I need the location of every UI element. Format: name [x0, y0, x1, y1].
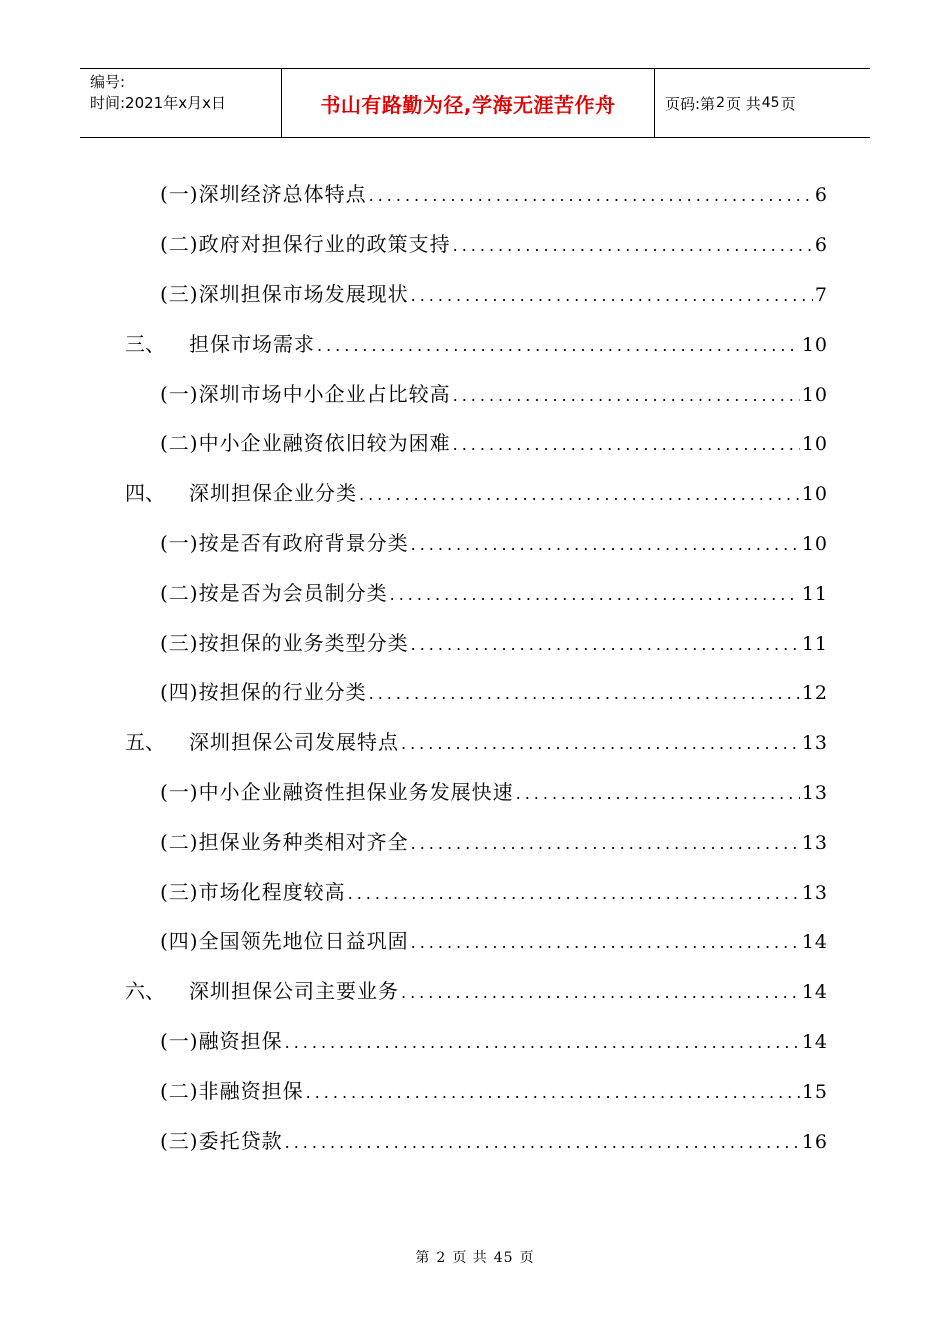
toc-entry-line: [160, 278, 828, 307]
toc-entry-line: [160, 178, 828, 207]
toc-dot-leader: [369, 186, 813, 205]
toc-entry-title: 深圳担保公司发展特点: [189, 730, 399, 755]
toc-entry-page: 10: [801, 333, 828, 356]
page-header: [80, 68, 870, 138]
toc-entry-title: (二)按是否为会员制分类: [160, 580, 388, 605]
toc-entry[interactable]: [0, 716, 950, 766]
toc-entry-title: (三)市场化程度较高: [160, 879, 346, 904]
toc-entry-page: 12: [801, 682, 828, 705]
toc-entry-page: 13: [801, 831, 828, 854]
toc-entry-line: [125, 975, 828, 1004]
toc-entry-page: 14: [801, 931, 828, 954]
toc-entry[interactable]: [0, 417, 950, 467]
header-motto: 书山有路勤为径,学海无涯苦作舟: [282, 69, 655, 137]
header-page-mid: 页 共: [725, 94, 761, 113]
header-meta: [80, 69, 282, 137]
toc-entry-line: [160, 776, 828, 805]
toc-entry[interactable]: [0, 666, 950, 716]
toc-entry-title: (三)委托贷款: [160, 1128, 283, 1153]
toc-dot-leader: [285, 1033, 800, 1052]
toc-entry-page: 14: [801, 981, 828, 1004]
toc-entry-title: (二)担保业务种类相对齐全: [160, 829, 409, 854]
toc-entry-line: [160, 527, 828, 556]
toc-entry-line: [160, 1075, 828, 1104]
toc-entry-title: (一)中小企业融资性担保业务发展快速: [160, 779, 514, 804]
toc-entry[interactable]: [0, 317, 950, 367]
toc-dot-leader: [411, 535, 800, 554]
toc-entry-line: [125, 328, 828, 357]
toc-entry-title: (一)按是否有政府背景分类: [160, 530, 409, 555]
toc-entry-page: 11: [801, 632, 828, 655]
toc-entry-line: [160, 228, 828, 257]
toc-entry-title: (四)全国领先地位日益巩固: [160, 929, 409, 954]
toc-entry-page: 10: [801, 433, 828, 456]
toc-entry-page: 15: [801, 1080, 828, 1103]
toc-entry[interactable]: [0, 566, 950, 616]
toc-dot-leader: [369, 684, 800, 703]
toc-entry[interactable]: [0, 517, 950, 567]
toc-entry-title: 深圳担保公司主要业务: [189, 979, 399, 1004]
toc-entry-title: (二)中小企业融资依旧较为困难: [160, 431, 451, 456]
document-time-label: 时间:2021年x月x日: [90, 94, 226, 112]
toc-entry-line: [125, 726, 828, 755]
toc-entry-page: 13: [801, 781, 828, 804]
toc-entry-title: (三)深圳担保市场发展现状: [160, 281, 409, 306]
toc-dot-leader: [453, 236, 813, 255]
toc-entry-line: [160, 427, 828, 456]
toc-dot-leader: [390, 585, 800, 604]
toc-entry[interactable]: [0, 367, 950, 417]
toc-entry-title: (二)政府对担保行业的政策支持: [160, 232, 451, 257]
toc-dot-leader: [401, 983, 800, 1002]
toc-entry[interactable]: [0, 915, 950, 965]
toc-entry[interactable]: [0, 1114, 950, 1164]
toc-entry-title: 担保市场需求: [189, 331, 315, 356]
toc-entry-line: [160, 1025, 828, 1054]
toc-entry-title: (三)按担保的业务类型分类: [160, 630, 409, 655]
toc-entry[interactable]: [0, 467, 950, 517]
toc-dot-leader: [411, 834, 800, 853]
footer-page-total: 45: [493, 1250, 514, 1266]
document-number-label: 编号:: [90, 73, 126, 91]
toc-entry[interactable]: [0, 766, 950, 816]
header-page-suffix: 页: [780, 94, 796, 113]
header-page-prefix: 页码:第: [665, 94, 716, 113]
toc-entry-title: (一)深圳市场中小企业占比较高: [160, 381, 451, 406]
toc-entry[interactable]: [0, 865, 950, 915]
toc-entry-number: 六、: [125, 979, 165, 1004]
toc-entry-number: 四、: [125, 481, 165, 506]
footer-prefix: 第: [415, 1250, 431, 1266]
toc-dot-leader: [411, 933, 800, 952]
toc-dot-leader: [411, 635, 800, 654]
toc-entry-page: 13: [801, 732, 828, 755]
toc-entry-page: 16: [801, 1130, 828, 1153]
toc-entry[interactable]: [0, 218, 950, 268]
page-footer: [0, 1247, 950, 1267]
toc-entry-page: 11: [801, 582, 828, 605]
footer-suffix: 页: [519, 1250, 535, 1266]
toc-entry-line: [160, 627, 828, 656]
toc-dot-leader: [411, 286, 813, 305]
toc-entry-line: [160, 378, 828, 407]
toc-entry[interactable]: [0, 1064, 950, 1114]
toc-entry-title: 深圳担保企业分类: [189, 481, 357, 506]
toc-dot-leader: [401, 734, 800, 753]
footer-mid: 页 共: [452, 1250, 488, 1266]
footer-page-current: 2: [436, 1250, 447, 1266]
toc-entry-number: 三、: [125, 331, 165, 356]
toc-entry-title: (四)按担保的行业分类: [160, 680, 367, 705]
toc-entry-page: 10: [801, 483, 828, 506]
table-of-contents: [0, 168, 950, 1164]
toc-entry-title: (一)融资担保: [160, 1028, 283, 1053]
header-page-total: 45: [761, 95, 780, 111]
header-page-info: [655, 69, 870, 137]
header-page-current: 2: [716, 95, 725, 111]
toc-entry-page: 13: [801, 881, 828, 904]
toc-entry[interactable]: [0, 965, 950, 1015]
toc-dot-leader: [516, 784, 800, 803]
toc-entry-line: [160, 676, 828, 705]
toc-entry[interactable]: [0, 168, 950, 218]
toc-entry[interactable]: [0, 1015, 950, 1065]
toc-entry-line: [160, 577, 828, 606]
toc-entry-number: 五、: [125, 730, 165, 755]
toc-dot-leader: [453, 435, 800, 454]
toc-dot-leader: [306, 1083, 800, 1102]
toc-entry[interactable]: [0, 616, 950, 666]
toc-entry-line: [160, 876, 828, 905]
toc-entry-page: 10: [801, 383, 828, 406]
toc-entry-line: [160, 925, 828, 954]
toc-entry[interactable]: [0, 815, 950, 865]
toc-entry[interactable]: [0, 268, 950, 318]
toc-entry-title: (一)深圳经济总体特点: [160, 182, 367, 207]
toc-entry-line: [125, 477, 828, 506]
toc-dot-leader: [285, 1133, 800, 1152]
toc-entry-page: 10: [801, 532, 828, 555]
toc-dot-leader: [453, 386, 800, 405]
toc-entry-page: 6: [814, 234, 828, 257]
toc-dot-leader: [359, 485, 800, 504]
toc-dot-leader: [348, 884, 800, 903]
toc-entry-page: 14: [801, 1030, 828, 1053]
toc-entry-title: (二)非融资担保: [160, 1078, 304, 1103]
toc-entry-line: [160, 826, 828, 855]
toc-entry-page: 7: [814, 283, 828, 306]
toc-dot-leader: [317, 336, 800, 355]
toc-entry-line: [160, 1125, 828, 1154]
toc-entry-page: 6: [814, 184, 828, 207]
